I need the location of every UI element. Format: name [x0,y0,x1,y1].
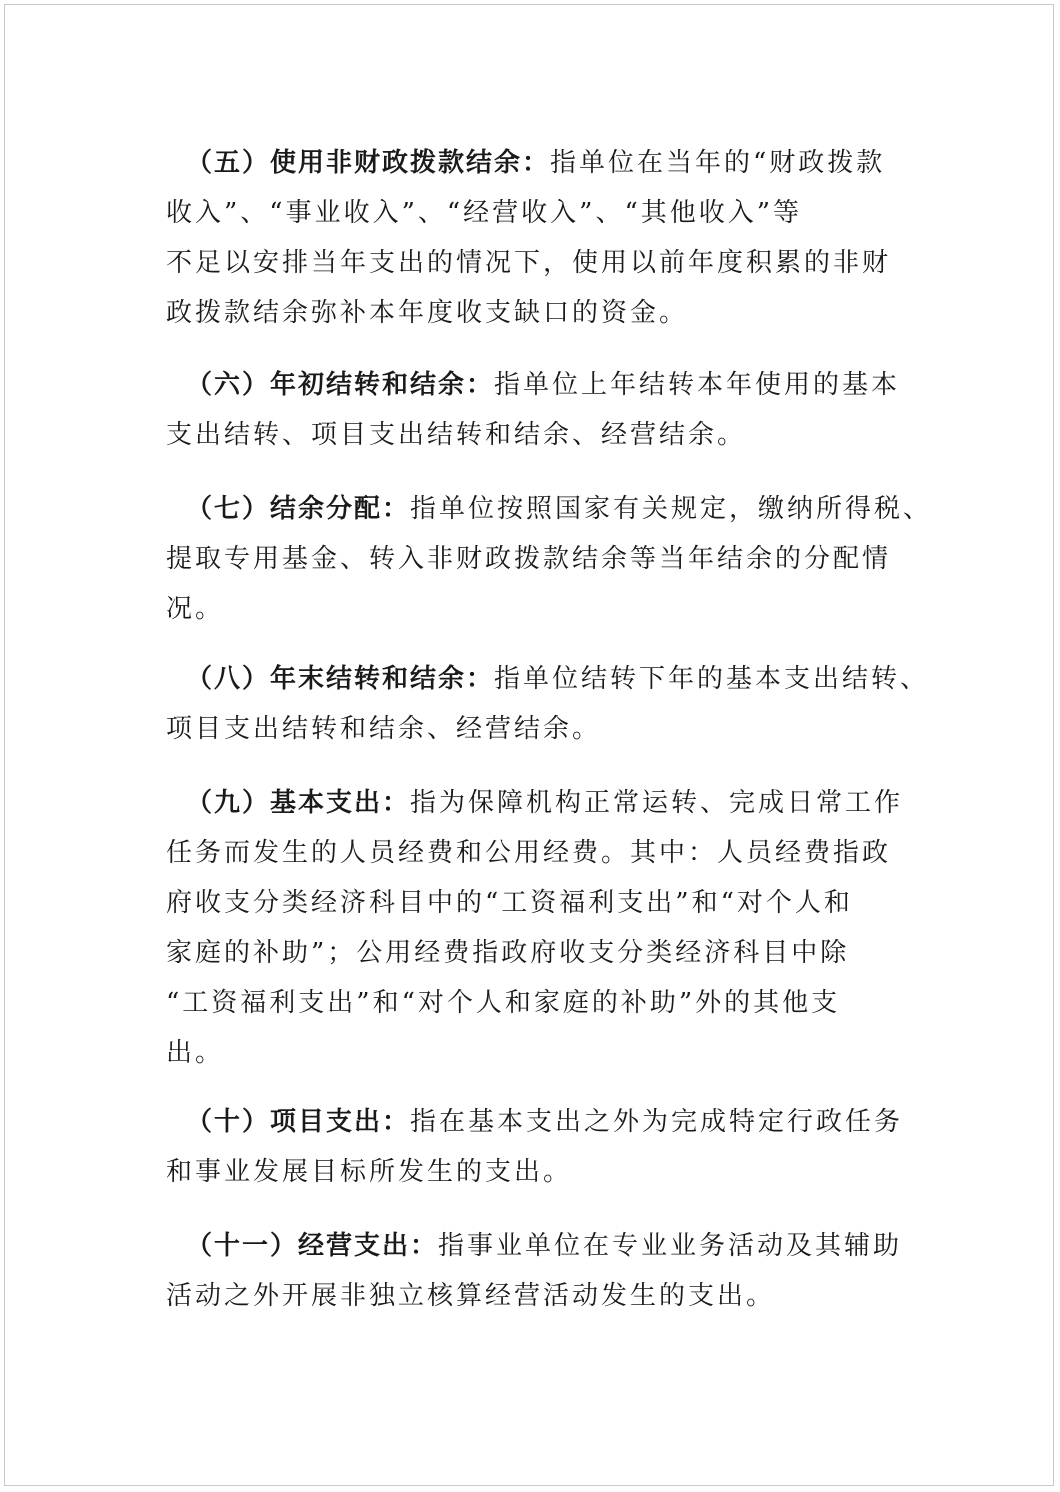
term-heading: （九）基本支出： [186,788,411,818]
paragraph-line [166,1097,903,1147]
paragraph-line [166,654,929,704]
paragraph-line: 和事业发展目标所发生的支出。 [166,1157,573,1187]
paragraph-line: 政拨款结余弥补本年度收支缺口的资金。 [166,298,689,328]
paragraph-closing-carryover [166,654,929,754]
term-heading: （八）年末结转和结余： [186,664,495,694]
paragraph-project-expenditure [166,1097,903,1197]
paragraph-line [166,484,932,534]
paragraph-line: 活动之外开展非独立核算经营活动发生的支出。 [166,1281,776,1311]
paragraph-line: 况。 [166,594,225,624]
paragraph-non-fiscal-balance-use [166,138,891,338]
term-heading: （六）年初结转和结余： [186,370,495,400]
paragraph-line: 府收支分类经济科目中的“工资福利支出”和“对个人和 [166,888,853,918]
paragraph-line [166,138,891,188]
definition-text: 指事业单位在专业业务活动及其辅助 [438,1231,903,1261]
paragraph-line [166,778,903,828]
definition-text: 指在基本支出之外为完成特定行政任务 [410,1107,904,1137]
paragraph-line: 项目支出结转和结余、经营结余。 [166,714,602,744]
paragraph-line: 支出结转、项目支出结转和结余、经营结余。 [166,420,747,450]
paragraph-operating-expenditure [166,1221,902,1321]
definition-text: 指单位结转下年的基本支出结转、 [494,664,930,694]
paragraph-line: 出。 [166,1038,225,1068]
paragraph-basic-expenditure [166,778,903,1078]
term-heading: （十一）经营支出： [186,1231,439,1261]
paragraph-surplus-distribution [166,484,932,634]
paragraph-line: 不足以安排当年支出的情况下，使用以前年度积累的非财 [166,248,892,278]
paragraph-opening-carryover [166,360,900,460]
term-heading: （十）项目支出： [186,1107,411,1137]
paragraph-line: 收入”、“事业收入”、“经营收入”、“其他收入”等 [166,198,803,228]
paragraph-line: 任务而发生的人员经费和公用经费。其中：人员经费指政 [166,838,892,868]
paragraph-line [166,360,900,410]
paragraph-line: 家庭的补助”；公用经费指政府收支分类经济科目中除 [166,938,850,968]
term-heading: （七）结余分配： [186,494,411,524]
definition-text: 指单位在当年的“财政拨款 [550,148,886,178]
paragraph-line: 提取专用基金、转入非财政拨款结余等当年结余的分配情 [166,544,892,574]
definition-text: 指单位按照国家有关规定，缴纳所得税、 [410,494,933,524]
definition-text: 指为保障机构正常运转、完成日常工作 [410,788,904,818]
paragraph-line [166,1221,902,1271]
definition-text: 指单位上年结转本年使用的基本 [494,370,901,400]
term-heading: （五）使用非财政拨款结余： [186,148,551,178]
paragraph-line: “工资福利支出”和“对个人和家庭的补助”外的其他支 [166,988,841,1018]
